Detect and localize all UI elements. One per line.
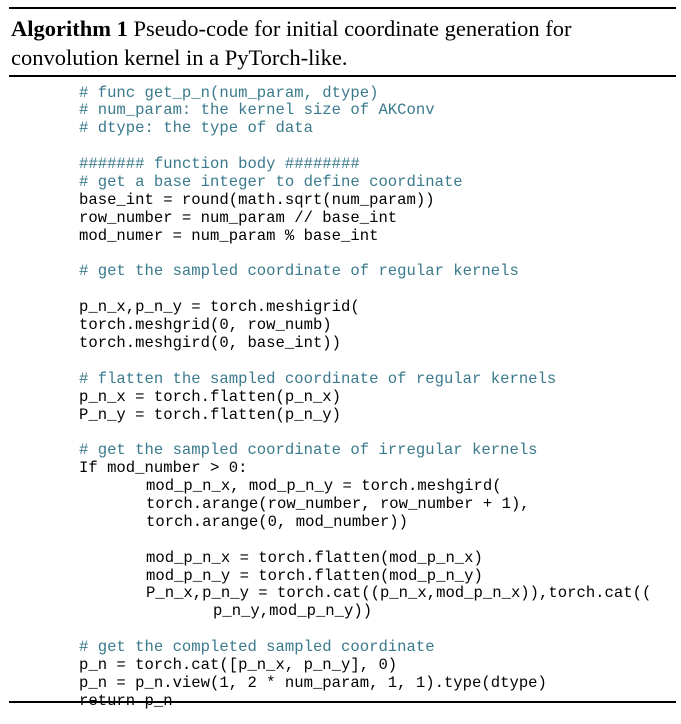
code-line: torch.meshgrid(0, row_numb): [79, 316, 332, 335]
code-line: mod_p_n_x = torch.flatten(mod_p_n_x): [146, 548, 483, 567]
code-line: p_n_x = torch.flatten(p_n_x): [79, 387, 342, 406]
code-line: If mod_number > 0:: [79, 459, 248, 478]
code-line: mod_p_n_y = torch.flatten(mod_p_n_y): [146, 566, 483, 585]
code-blank-line: [9, 532, 676, 550]
code-blank-line: [9, 424, 676, 442]
code-line: torch.arange(row_number, row_number + 1),: [146, 494, 530, 513]
code-comment-line: ####### function body ########: [79, 155, 360, 174]
code-line: p_n = p_n.view(1, 2 * num_param, 1, 1).type(dtype): [79, 673, 547, 692]
algorithm-caption-text: Pseudo-code for initial coordinate generation for convolution kernel in a PyTorch-like.: [11, 16, 572, 70]
code-comment-line: # dtype: the type of data: [79, 119, 313, 138]
code-comment-line: # get the sampled coordinate of regular kernels: [79, 262, 519, 281]
code-line: return p_n: [79, 691, 173, 710]
code-line: p_n_y,mod_p_n_y)): [213, 602, 373, 621]
code-line: row_number = num_param // base_int: [79, 208, 398, 227]
code-blank-line: [9, 246, 676, 264]
algorithm-label: Algorithm 1: [11, 16, 128, 41]
code-line: mod_numer = num_param % base_int: [79, 226, 379, 245]
code-blank-line: [9, 138, 676, 156]
code-line: mod_p_n_x, mod_p_n_y = torch.meshgird(: [146, 477, 502, 496]
code-comment-line: # num_param: the kernel size of AKConv: [79, 101, 435, 120]
code-line: torch.arange(0, mod_number)): [146, 512, 409, 531]
code-blank-line: [9, 353, 676, 371]
code-comment-line: # func get_p_n(num_param, dtype): [79, 83, 379, 102]
code-line: torch.meshgird(0, base_int)): [79, 333, 342, 352]
code-line: base_int = round(math.sqrt(num_param)): [79, 190, 435, 209]
code-line: P_n_y = torch.flatten(p_n_y): [79, 405, 342, 424]
code-line: p_n = torch.cat([p_n_x, p_n_y], 0): [79, 656, 398, 674]
code-comment-line: # flatten the sampled coordinate of regular kernels: [79, 369, 557, 388]
code-line: p_n_x,p_n_y = torch.meshigrid(: [79, 298, 360, 317]
code-comment-line: # get the sampled coordinate of irregular kernels: [79, 441, 538, 460]
code-block: [9, 77, 676, 710]
code-blank-line: [9, 281, 676, 299]
code-line: P_n_x,p_n_y = torch.cat((p_n_x,mod_p_n_x)),torch.cat((: [146, 584, 652, 603]
code-comment-line: # get the completed sampled coordinate: [79, 638, 435, 657]
code-blank-line: [9, 621, 676, 639]
algorithm-caption: [9, 9, 676, 75]
code-comment-line: # get a base integer to define coordinate: [79, 172, 463, 191]
algorithm-block: [9, 7, 676, 710]
